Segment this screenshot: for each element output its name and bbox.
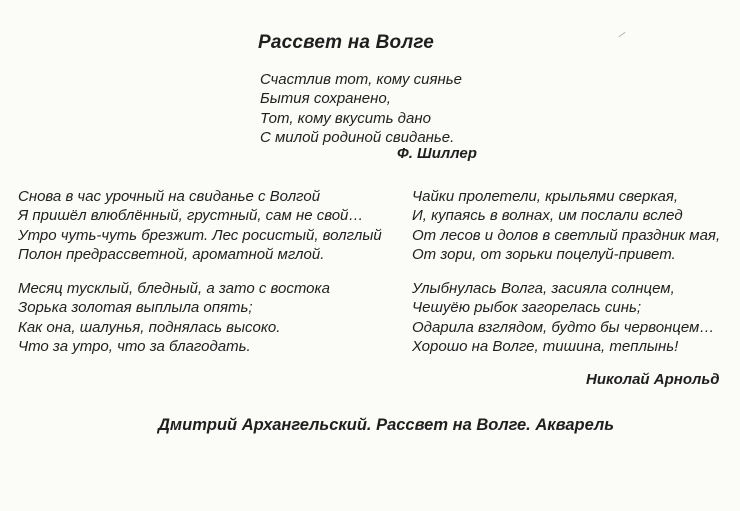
verse-line: Чешуёю рыбок загорелась синь; xyxy=(412,299,642,317)
verse-line: Зорька золотая выплыла опять; xyxy=(18,299,253,317)
verse-line: Я пришёл влюблённый, грустный, сам не свой… xyxy=(18,207,364,225)
epigraph-line: Тот, кому вкусить дано xyxy=(260,109,431,127)
scan-speck xyxy=(618,32,625,37)
verse-line: Одарила взглядом, будто бы червонцем… xyxy=(412,318,715,336)
epigraph-line: С милой родиной свиданье. xyxy=(260,128,455,146)
epigraph-line: Бытия сохранено, xyxy=(260,90,391,108)
verse-line: Улыбнулась Волга, засияла солнцем, xyxy=(412,280,675,297)
verse-line: Что за утро, что за благодать. xyxy=(18,337,251,355)
stanza-right-1 xyxy=(412,187,720,264)
verse-line: Чайки пролетели, крыльями сверкая, xyxy=(412,188,679,205)
verse-line: Полон предрассветной, ароматной мглой. xyxy=(18,245,325,263)
verse-line: Снова в час урочный на свиданье с Волгой xyxy=(18,188,321,205)
verse-line: Месяц тусклый, бледный, а зато с востока xyxy=(18,280,330,297)
poem-author: Николай Арнольд xyxy=(586,371,720,388)
verse-line: От лесов и долов в светлый праздник мая, xyxy=(412,226,721,244)
verse-line: Утро чуть-чуть брезжит. Лес росистый, волглый xyxy=(18,226,382,244)
verse-line: Хорошо на Волге, тишина, теплынь! xyxy=(412,337,679,355)
verse-line: И, купаясь в волнах, им послали вслед xyxy=(412,207,683,225)
verse-line: Как она, шалунья, поднялась высоко. xyxy=(18,318,281,336)
epigraph xyxy=(260,70,462,147)
stanza-left-1 xyxy=(18,187,382,264)
poem-title: Рассвет на Волге xyxy=(258,32,435,53)
verse-line: От зори, от зорьки поцелуй-привет. xyxy=(412,245,676,263)
artwork-caption: Дмитрий Архангельский. Рассвет на Волге. Акварель xyxy=(158,416,615,434)
stanza-right-2 xyxy=(412,279,714,356)
stanza-left-2 xyxy=(18,279,330,356)
epigraph-author: Ф. Шиллер xyxy=(397,145,477,162)
epigraph-line: Счастлив тот, кому сиянье xyxy=(260,71,462,88)
